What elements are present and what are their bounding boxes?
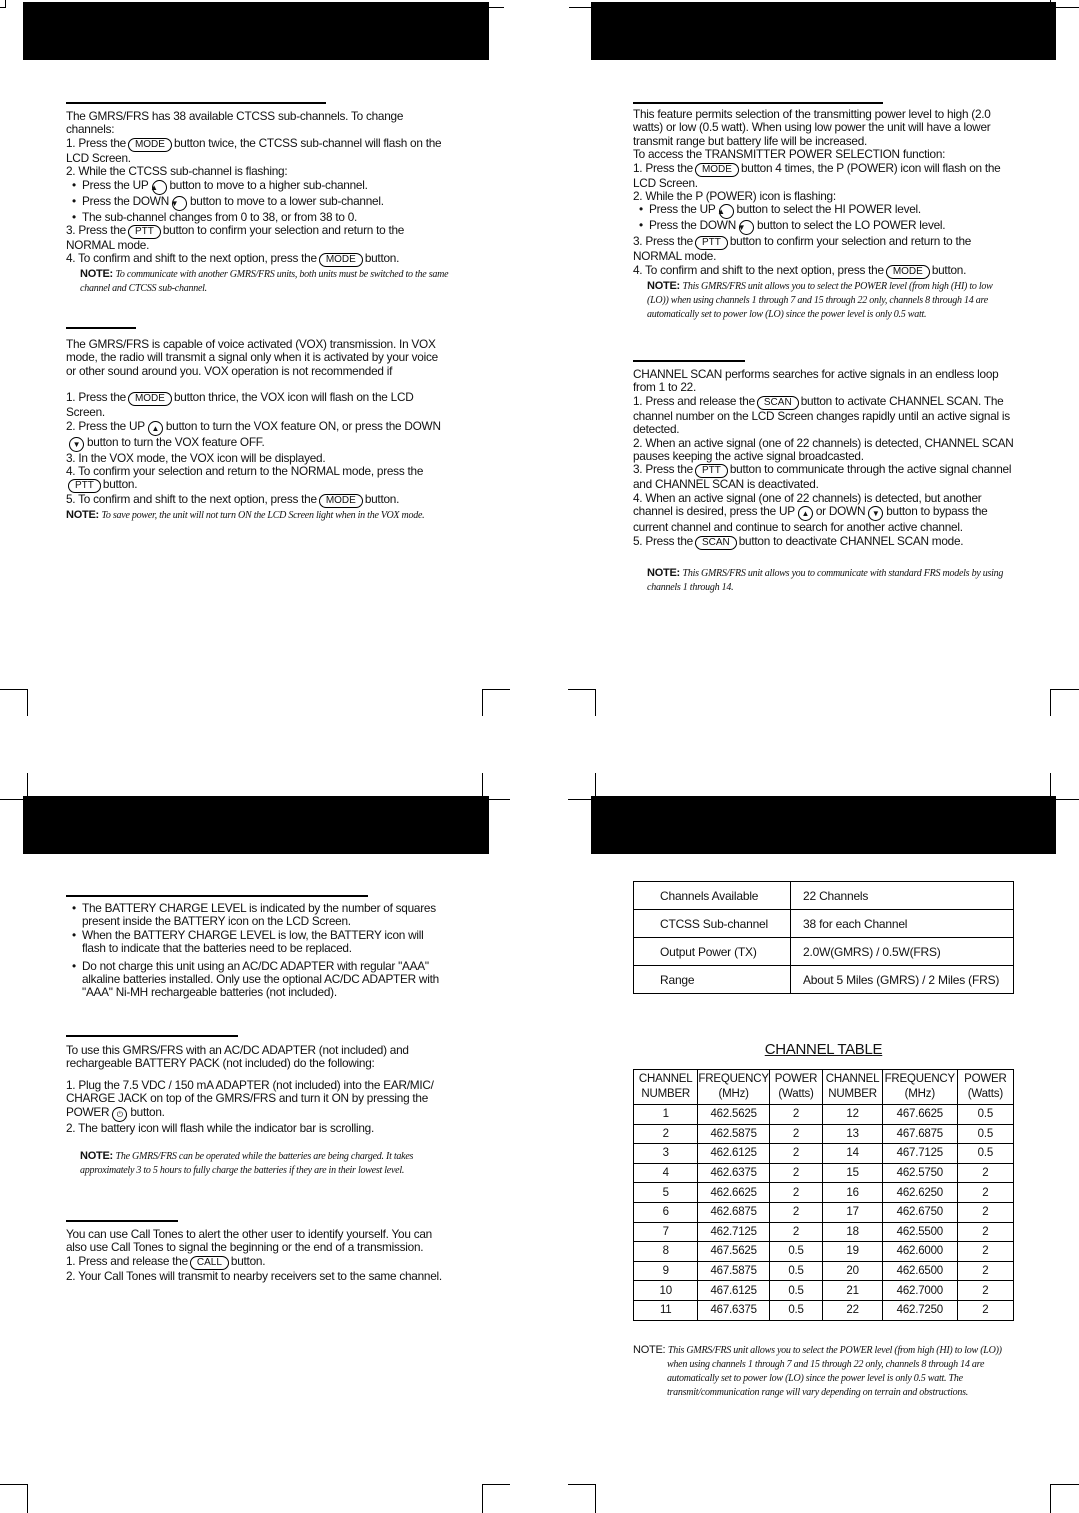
adapter-step-2: 2. The battery icon will flash while the indicator bar is scrolling.: [66, 1120, 375, 1135]
table-note: [633, 1343, 1015, 1400]
power-section: [633, 108, 1015, 322]
crop-mark: [1050, 1484, 1051, 1513]
crop-mark: [595, 1484, 596, 1513]
crop-mark: [1050, 689, 1051, 716]
up-arrow-icon: ▲: [148, 421, 163, 436]
table-cell: 462.6750: [882, 1202, 957, 1222]
spec-row: [634, 938, 1014, 966]
down-arrow-icon: ▼: [172, 196, 187, 211]
table-cell: 2: [769, 1124, 822, 1144]
crop-mark: [482, 689, 483, 716]
table-cell: 462.6125: [698, 1144, 769, 1164]
down-arrow-icon: ▼: [868, 506, 883, 521]
ctcss-step-1: 1. Press the MODE button twice, the CTCSS sub-channel will flash on the LCD Screen.: [66, 135, 442, 165]
table-cell: 2: [769, 1222, 822, 1242]
crop-mark: [1050, 773, 1051, 800]
scan-step-2: 2. When an active signal (one of 22 channels) is detected, CHANNEL SCAN pauses keeping the active signal broadcasted.: [633, 435, 1014, 464]
table-cell: 8: [634, 1242, 698, 1262]
calltones-step-1: 1. Press and release the CALL button.: [66, 1253, 266, 1268]
ctcss-step-4: 4. To confirm and shift to the next option, press the MODE button.: [66, 251, 400, 266]
battery-section: [66, 902, 449, 1000]
ptt-button-icon: PTT: [68, 479, 101, 493]
section-rule: [633, 102, 883, 104]
table-cell: 0.5: [957, 1105, 1013, 1125]
table-row: [634, 1202, 1014, 1222]
table-cell: 15: [823, 1163, 883, 1183]
mode-button-icon: MODE: [128, 138, 172, 152]
table-cell: 2: [957, 1183, 1013, 1203]
table-cell: 16: [823, 1183, 883, 1203]
table-cell: 0.5: [957, 1144, 1013, 1164]
table-cell: 2: [769, 1105, 822, 1125]
table-cell: 19: [823, 1242, 883, 1262]
crop-mark: [568, 799, 596, 800]
calltones-section: [66, 1228, 449, 1283]
table-cell: 0.5: [957, 1124, 1013, 1144]
crop-mark: [0, 689, 28, 690]
column-header: FREQUENCY (MHz): [882, 1070, 957, 1105]
column-header: FREQUENCY (MHz): [698, 1070, 769, 1105]
table-cell: 18: [823, 1222, 883, 1242]
power-bullet-2: • Press the DOWN ▼ button to select the LO POWER level.: [633, 219, 1015, 235]
vox-step-1: 1. Press the MODE button thrice, the VOX icon will flash on the LCD Screen.: [66, 390, 414, 420]
adapter-step-1: 1. Plug the 7.5 VDC / 150 mA ADAPTER (not included) into the EAR/MIC/ CHARGE JACK on top of the GMRS/FRS and turn it ON by pressing the POWER ⏻ button.: [66, 1079, 449, 1122]
header-bar-top-right: [591, 2, 1056, 60]
scan-step-3: 3. Press the PTT button to communicate through the active signal channel and CHANNEL SCAN is deactivated.: [633, 462, 1012, 492]
table-row: [634, 1222, 1014, 1242]
table-row: [634, 1261, 1014, 1281]
call-button-icon: CALL: [190, 1256, 229, 1270]
table-note-label: NOTE:: [633, 1344, 666, 1356]
table-cell: 2: [769, 1183, 822, 1203]
adapter-intro: To use this GMRS/FRS with an AC/DC ADAPTER (not included) and rechargeable BATTERY PACK (not included) do the following:: [66, 1043, 409, 1071]
scan-step-4: 4. When an active signal (one of 22 channels) is detected, but another channel is desired, press the UP ▲ or DOWN ▼ button to bypass the current channel and continue to search for another active channel.: [633, 490, 988, 535]
crop-mark: [1050, 7, 1079, 8]
crop-mark: [1050, 799, 1079, 800]
crop-mark: [0, 799, 28, 800]
table-cell: 0.5: [769, 1242, 822, 1262]
column-header: POWER (Watts): [769, 1070, 822, 1105]
up-arrow-icon: ▲: [152, 180, 167, 195]
power-note: NOTE: This GMRS/FRS unit allows you to select the POWER level (from high (HI) to low (LO)) when using channels 1 through 7 and 15 through 22 only, channels 8 through 14 are automatically set to power low (LO) since the power level is only 0.5 watt.: [647, 279, 993, 320]
crop-mark: [595, 689, 596, 716]
vox-intro: The GMRS/FRS is capable of voice activated (VOX) transmission. In VOX mode, the radio will transmit a signal only when it is activated by your voice or other sound around you. VOX operation is not recommended if: [66, 337, 438, 378]
table-row: [634, 1281, 1014, 1301]
table-cell: 17: [823, 1202, 883, 1222]
table-cell: 467.6875: [882, 1124, 957, 1144]
table-cell: 462.6000: [882, 1242, 957, 1262]
scan-step-5: 5. Press the SCAN button to deactivate CHANNEL SCAN mode.: [633, 533, 964, 548]
ctcss-step-2: 2. While the CTCSS sub-channel is flashing:: [66, 164, 288, 179]
crop-mark: [482, 1484, 510, 1485]
table-cell: 462.6875: [698, 1202, 769, 1222]
table-cell: 5: [634, 1183, 698, 1203]
vox-step-3: 3. In the VOX mode, the VOX icon will be displayed.: [66, 450, 326, 465]
table-cell: 2: [769, 1144, 822, 1164]
power-intro: This feature permits selection of the transmitting power level to high (2.0 watts) or low (0.5 watt). When using low power the unit will have a lower transmit range but battery life will be increased.: [633, 107, 991, 148]
table-cell: 462.5750: [882, 1163, 957, 1183]
table-cell: 12: [823, 1105, 883, 1125]
ptt-button-icon: PTT: [695, 464, 728, 478]
mode-button-icon: MODE: [319, 253, 363, 267]
power-step-1: 1. Press the MODE button 4 times, the P (POWER) icon will flash on the LCD Screen.: [633, 160, 1001, 190]
column-header: CHANNEL NUMBER: [634, 1070, 698, 1105]
spec-row: [634, 910, 1014, 938]
scan-note: NOTE: This GMRS/FRS unit allows you to communicate with standard FRS models by using channels 1 through 14.: [647, 566, 1004, 593]
power-button-icon: ⏻: [112, 1107, 127, 1122]
ptt-button-icon: PTT: [695, 236, 728, 250]
spec-value: 22 Channels: [791, 882, 1014, 910]
mode-button-icon: MODE: [128, 392, 172, 406]
table-row: [634, 1144, 1014, 1164]
up-arrow-icon: ▲: [798, 506, 813, 521]
table-cell: 467.6375: [698, 1300, 769, 1320]
section-rule: [66, 102, 326, 104]
crop-mark: [595, 773, 596, 800]
table-cell: 462.5500: [882, 1222, 957, 1242]
mode-button-icon: MODE: [319, 494, 363, 508]
table-cell: 467.6125: [698, 1281, 769, 1301]
ctcss-section: [66, 110, 449, 296]
up-arrow-icon: ▲: [719, 204, 734, 219]
table-cell: 462.6625: [698, 1183, 769, 1203]
table-cell: 2: [957, 1281, 1013, 1301]
ctcss-bullet-1: • Press the UP ▲ button to move to a higher sub-channel.: [66, 179, 449, 195]
header-bar-top-left: [23, 2, 489, 60]
table-cell: 22: [823, 1300, 883, 1320]
table-cell: 2: [769, 1202, 822, 1222]
table-cell: 462.6375: [698, 1163, 769, 1183]
power-step-2: 2. While the P (POWER) icon is flashing:: [633, 189, 836, 204]
table-row: [634, 1300, 1014, 1320]
table-row: [634, 1124, 1014, 1144]
power-bullet-1: • Press the UP ▲ button to select the HI POWER level.: [633, 203, 1015, 219]
spec-value: About 5 Miles (GMRS) / 2 Miles (FRS): [791, 966, 1014, 994]
spec-label: Channels Available: [634, 882, 791, 910]
crop-mark: [482, 773, 483, 800]
spec-label: CTCSS Sub-channel: [634, 910, 791, 938]
table-cell: 0.5: [769, 1300, 822, 1320]
spec-row: [634, 882, 1014, 910]
crop-mark: [484, 7, 504, 8]
scan-step-1: 1. Press and release the SCAN button to activate CHANNEL SCAN. The channel number on the LCD Screen changes rapidly until an active signal is detected.: [633, 393, 1010, 437]
crop-mark: [0, 1484, 28, 1485]
crop-mark: [27, 773, 28, 800]
mode-button-icon: MODE: [886, 265, 930, 279]
crop-mark: [27, 1484, 28, 1513]
table-cell: 462.7000: [882, 1281, 957, 1301]
specifications-table: [633, 881, 1014, 994]
crop-mark: [482, 799, 510, 800]
table-row: [634, 1183, 1014, 1203]
mode-button-icon: MODE: [695, 163, 739, 177]
vox-section: [66, 338, 449, 523]
crop-mark: [1050, 1484, 1079, 1485]
power-step-3: 3. Press the PTT button to confirm your selection and return to the NORMAL mode.: [633, 234, 972, 264]
calltones-step-2: 2. Your Call Tones will transmit to nearby receivers set to the same channel.: [66, 1268, 442, 1283]
vox-step-2: 2. Press the UP ▲ button to turn the VOX feature ON, or press the DOWN▼ button to turn the VOX feature OFF.: [66, 420, 449, 452]
table-cell: 2: [957, 1163, 1013, 1183]
down-arrow-icon: ▼: [69, 437, 84, 452]
ctcss-bullet-2: • Press the DOWN ▼ button to move to a lower sub-channel.: [66, 195, 449, 211]
table-cell: 3: [634, 1144, 698, 1164]
table-cell: 20: [823, 1261, 883, 1281]
table-note-text: This GMRS/FRS unit allows you to select the POWER level (from high (HI) to low (LO)) when using channels 1 through 7 and 15 through 22 only, channels 8 through 14 are automatically set to power low (LO) since the power level is only 0.5 watt. The transmit/communication range will vary depending on terrain and obstructions.: [667, 1345, 1002, 1398]
spec-row: [634, 966, 1014, 994]
table-row: [634, 1242, 1014, 1262]
table-cell: 462.7250: [882, 1300, 957, 1320]
crop-mark: [0, 7, 6, 8]
table-cell: 10: [634, 1281, 698, 1301]
ctcss-note: NOTE: To communicate with another GMRS/FRS units, both units must be switched to the same channel and CTCSS sub-channel.: [80, 268, 449, 295]
section-rule: [633, 360, 745, 362]
table-cell: 0.5: [769, 1281, 822, 1301]
table-cell: 4: [634, 1163, 698, 1183]
crop-mark: [27, 689, 28, 716]
section-rule: [66, 1220, 178, 1222]
table-cell: 13: [823, 1124, 883, 1144]
vox-step-4: 4. To confirm your selection and return to the NORMAL mode, press thePTT button.: [66, 464, 424, 492]
table-cell: 14: [823, 1144, 883, 1164]
adapter-note: NOTE: The GMRS/FRS can be operated while the batteries are being charged. It takes approximately 3 to 5 hours to fully charge the batteries if they are in their lowest level.: [80, 1150, 414, 1177]
table-cell: 462.6500: [882, 1261, 957, 1281]
table-cell: 2: [634, 1124, 698, 1144]
battery-bullet-3: • Do not charge this unit using an AC/DC ADAPTER with regular "AAA" alkaline batteries installed. Only use the optional AC/DC ADAPTER with "AAA" Ni-MH rechargeable batteries (not included).: [66, 960, 449, 1000]
spec-value: 2.0W(GMRS) / 0.5W(FRS): [791, 938, 1014, 966]
table-cell: 2: [957, 1202, 1013, 1222]
header-bar-bottom-right: [591, 796, 1056, 854]
section-rule: [66, 1035, 238, 1037]
down-arrow-icon: ▼: [739, 220, 754, 235]
power-step-4: 4. To confirm and shift to the next option, press the MODE button.: [633, 262, 967, 277]
table-cell: 467.6625: [882, 1105, 957, 1125]
table-cell: 462.6250: [882, 1183, 957, 1203]
table-cell: 462.5875: [698, 1124, 769, 1144]
table-cell: 467.5875: [698, 1261, 769, 1281]
channel-table-title: CHANNEL TABLE: [764, 1041, 883, 1058]
table-row: [634, 1105, 1014, 1125]
crop-mark: [568, 1484, 596, 1485]
crop-mark: [482, 689, 510, 690]
table-cell: 467.7125: [882, 1144, 957, 1164]
table-cell: 2: [957, 1261, 1013, 1281]
table-cell: 2: [957, 1242, 1013, 1262]
table-cell: 9: [634, 1261, 698, 1281]
crop-mark: [569, 7, 591, 8]
ctcss-step-3: 3. Press the PTT button to confirm your selection and return to the NORMAL mode.: [66, 223, 405, 253]
table-cell: 0.5: [769, 1261, 822, 1281]
ctcss-intro: The GMRS/FRS has 38 available CTCSS sub-channels. To change channels:: [66, 109, 404, 137]
crop-mark: [1050, 689, 1079, 690]
table-cell: 6: [634, 1202, 698, 1222]
ctcss-bullet-3: • The sub-channel changes from 0 to 38, or from 38 to 0.: [66, 211, 449, 224]
table-cell: 467.5625: [698, 1242, 769, 1262]
crop-mark: [568, 689, 596, 690]
header-bar-bottom-left: [23, 796, 489, 854]
section-rule: [66, 895, 368, 897]
battery-bullet-2: • When the BATTERY CHARGE LEVEL is low, the BATTERY icon will flash to indicate that the batteries need to be replaced.: [66, 929, 449, 956]
adapter-section: [66, 1044, 449, 1178]
table-cell: 11: [634, 1300, 698, 1320]
scan-button-icon: SCAN: [695, 536, 737, 550]
table-cell: 462.5625: [698, 1105, 769, 1125]
section-rule: [66, 327, 136, 329]
vox-step-5: 5. To confirm and shift to the next option, press the MODE button.: [66, 492, 400, 507]
scan-button-icon: SCAN: [757, 396, 799, 410]
spec-label: Range: [634, 966, 791, 994]
table-cell: 2: [769, 1163, 822, 1183]
scan-intro: CHANNEL SCAN performs searches for active signals in an endless loop from 1 to 22.: [633, 367, 999, 395]
ptt-button-icon: PTT: [128, 225, 161, 239]
spec-value: 38 for each Channel: [791, 910, 1014, 938]
calltones-intro: You can use Call Tones to alert the other user to identify yourself. You can also use Call Tones to signal the beginning or the end of a transmission.: [66, 1227, 432, 1255]
table-cell: 2: [957, 1222, 1013, 1242]
column-header: POWER (Watts): [957, 1070, 1013, 1105]
channel-table: [633, 1069, 1014, 1321]
table-cell: 7: [634, 1222, 698, 1242]
column-header: CHANNEL NUMBER: [823, 1070, 883, 1105]
battery-bullet-1: • The BATTERY CHARGE LEVEL is indicated by the number of squares present inside the BATTERY icon on the LCD Screen.: [66, 902, 449, 929]
table-cell: 462.7125: [698, 1222, 769, 1242]
scan-section: [633, 368, 1015, 595]
vox-note: NOTE: To save power, the unit will not turn ON the LCD Screen light when in the VOX mode.: [66, 509, 425, 522]
crop-mark: [482, 1484, 483, 1513]
table-cell: 2: [957, 1300, 1013, 1320]
power-access: To access the TRANSMITTER POWER SELECTION function:: [633, 147, 946, 162]
spec-label: Output Power (TX): [634, 938, 791, 966]
table-cell: 21: [823, 1281, 883, 1301]
table-row: [634, 1163, 1014, 1183]
table-cell: 1: [634, 1105, 698, 1125]
